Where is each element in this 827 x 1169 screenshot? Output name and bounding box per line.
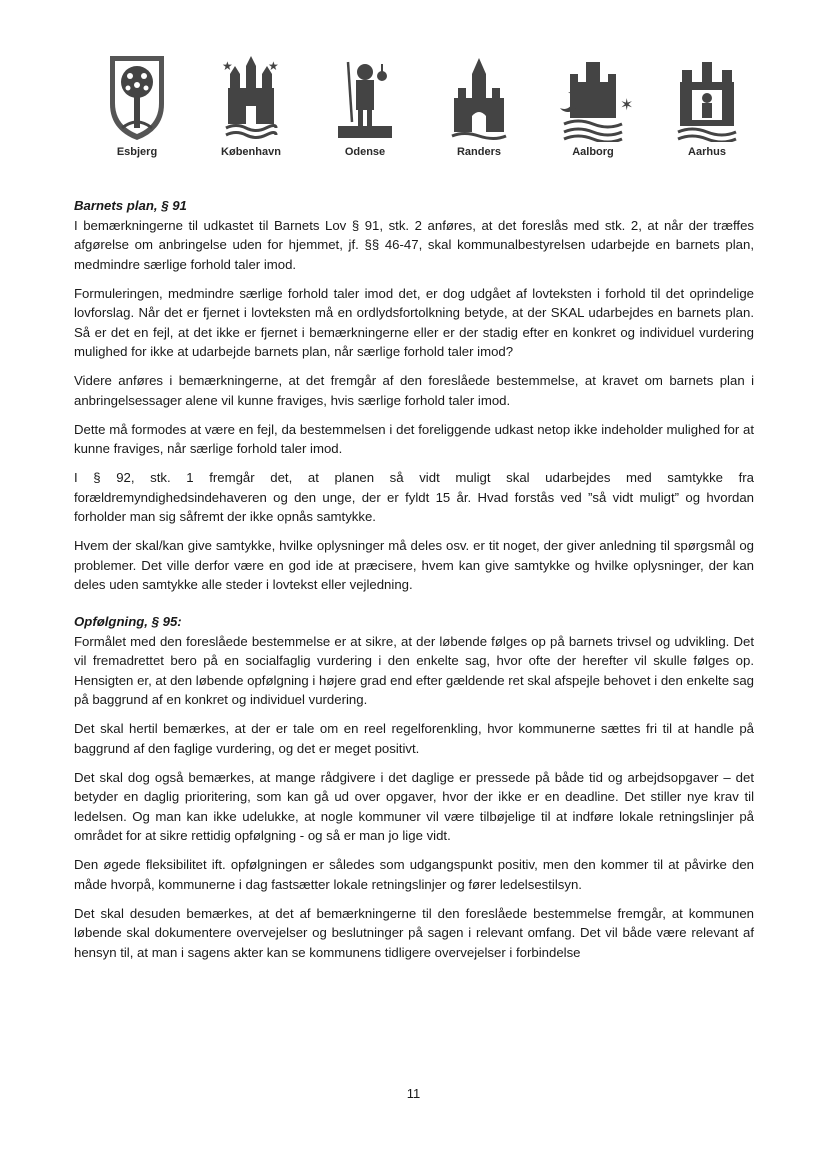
paragraph: Videre anføres i bemærkningerne, at det fremgår af den foreslåede bestemmelse, at kravet om barnets plan i anbringelsessager alene vil kunne fraviges, hvis særlige forhold taler imod. bbox=[74, 373, 754, 408]
document-body bbox=[74, 196, 754, 972]
crest-odense bbox=[320, 52, 410, 158]
municipal-crests-header bbox=[92, 52, 752, 164]
paragraph: Hvem der skal/kan give samtykke, hvilke oplysninger må deles osv. er tit noget, der giver anledning til spørgsmål og problemer. Det ville derfor være en god ide at præcisere, hvem kan give samtykke og hvilke oplysninger, der kan deles uden samtykke alle steder i lovtekst eller vejledning. bbox=[74, 538, 754, 592]
paragraph: I bemærkningerne til udkastet til Barnets Lov § 91, stk. 2 anføres, at det foreslås med stk. 2, at når der træffes afgørelse om anbringelse uden for hjemmet, jf. §§ 46-47, skal kommunalbestyrelsen udarbejde en barnets plan, medmindre særlige forhold taler imod. bbox=[74, 217, 754, 272]
crest-aalborg bbox=[548, 52, 638, 158]
paragraph: I § 92, stk. 1 fremgår det, at planen så vidt muligt skal udarbejdes med samtykke fra forældremyndighedsindehaveren og den unge, der er fyldt 15 år. Hvad forstås ved ”så vidt muligt” og hvordan forholder man sig såfremt der ikke opnås samtykke. bbox=[74, 470, 754, 524]
paragraph: Det skal dog også bemærkes, at mange rådgivere i det daglige er pressede på både tid og arbejdsopgaver – det betyder en daglig prioritering, som kan gå ud over opgaver, hvor der ikke er en deadline. Det stiller nye krav til ledelsen. Og man kan ikke udelukke, at nogle kommuner vil være tilbøjelige til at indføre lokale retningslinjer på området for at sikre rettidig opfølgning - og så er man jo lige vidt. bbox=[74, 769, 754, 843]
paragraph: Den øgede fleksibilitet ift. opfølgningen er således som udgangspunkt positiv, men den kommer til at påvirke den måde hvorpå, kommunerne i dag fastsætter lokale retningslinjer og fører ledelsestilsyn. bbox=[74, 857, 754, 892]
svg-text:★: ★ bbox=[268, 59, 279, 73]
crest-kobenhavn bbox=[206, 52, 296, 158]
crest-label: Aarhus bbox=[688, 146, 726, 158]
kobenhavn-crest-icon bbox=[220, 52, 282, 142]
crest-label: Randers bbox=[456, 146, 502, 158]
aarhus-crest-icon bbox=[672, 52, 742, 142]
paragraph: Det skal desuden bemærkes, at det af bemærkningerne til den foreslåede bestemmelse fremgår, at kommunen løbende skal dokumentere overvejelser og beslutninger på sagen i relevant omfang. Det vil både være relevant af hensyn til, at man i sagens akter kan se kommunens tidligere overvejelser i forbindelse bbox=[74, 905, 754, 960]
page-number: 11 bbox=[406, 1086, 421, 1101]
paragraph: Dette må formodes at være en fejl, da bestemmelsen i det foreliggende udkast netop ikke indeholder mulighed for at kunne fraviges, når særlige forhold taler imod. bbox=[74, 421, 754, 456]
crest-esbjerg bbox=[92, 52, 182, 158]
crest-aarhus bbox=[662, 52, 752, 158]
section-barnets-plan bbox=[74, 196, 754, 595]
crest-label: Esbjerg bbox=[116, 146, 158, 158]
odense-crest-icon bbox=[334, 52, 396, 142]
section-heading: Barnets plan, § 91 bbox=[74, 198, 187, 213]
randers-crest-icon bbox=[448, 52, 510, 142]
section-opfolgning bbox=[74, 612, 754, 962]
crest-label: Odense bbox=[344, 146, 386, 158]
section-heading: Opfølgning, § 95: bbox=[74, 614, 182, 629]
crest-randers bbox=[434, 52, 524, 158]
esbjerg-crest-icon bbox=[106, 52, 168, 142]
svg-text:✶: ✶ bbox=[620, 95, 634, 114]
paragraph: Det skal hertil bemærkes, at der er tale om en reel regelforenkling, hvor kommunerne sættes fri til at handle på baggrund af den faglige vurdering, og det er meget positivt. bbox=[74, 721, 754, 756]
crest-label: Aalborg bbox=[572, 146, 614, 158]
paragraph: Formålet med den foreslåede bestemmelse er at sikre, at der løbende følges op på barnets trivsel og udvikling. Det vil fremadrettet bero på en socialfaglig vurdering i den enkelte sag, hvor ofte der herefter vil skulle følges op. Hensigten er, at den løbende opfølgning i højere grad end efter gældende ret skal afspejle behovet i den enkelte sag på baggrund af en konkret og individuel vurdering. bbox=[74, 633, 754, 707]
paragraph: Formuleringen, medmindre særlige forhold taler imod det, er dog udgået af lovteksten i forhold til det oprindelige lovforslag. Når det er fjernet i lovteksten må en ordlydsfortolkning betyde, at der SKAL udarbejdes en barnets plan. Så er det en fejl, at det ikke er fjernet i bemærkningerne eller er der stadig efter en konkret og individuel vurdering mulighed for ikke at udarbejde barnets plan, når særlige forhold taler imod? bbox=[74, 285, 754, 359]
svg-text:★: ★ bbox=[222, 59, 233, 73]
aalborg-crest-icon bbox=[548, 52, 638, 142]
crest-label: København bbox=[221, 146, 281, 158]
